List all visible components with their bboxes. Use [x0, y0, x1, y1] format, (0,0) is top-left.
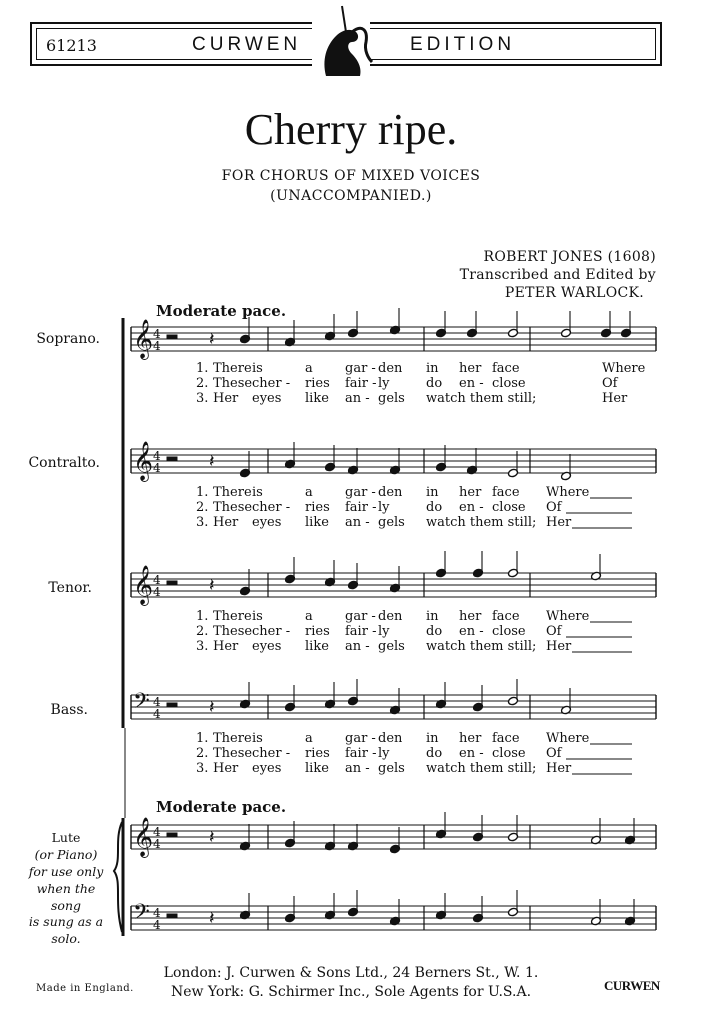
lyric-word: fair -	[345, 624, 377, 639]
time-sig-bottom: 4	[153, 461, 161, 475]
lyric-word: close	[492, 376, 526, 391]
voice-label-contralto: Contralto.	[28, 455, 100, 471]
lyric-word: These	[213, 624, 253, 639]
lyric-word: Where	[602, 361, 646, 376]
lyric-word: Where	[546, 485, 590, 500]
half-rest	[167, 703, 177, 707]
lyric-word: gar -	[345, 361, 376, 376]
lute-lower-clef: 𝄢	[133, 900, 150, 930]
time-sig-bottom: 4	[153, 707, 161, 721]
lyric-word: is	[252, 361, 263, 376]
footer-new-york: New York: G. Schirmer Inc., Sole Agents for U.S.A.	[170, 984, 532, 1000]
lute-label-line-3: for use only	[28, 863, 104, 879]
lyric-verse-number: 1.	[196, 361, 209, 376]
lyric-word: her	[459, 609, 482, 624]
lyric-word: an -	[345, 639, 370, 654]
editor-credit-line-1: Transcribed and Edited by	[459, 267, 656, 283]
lyric-word: face	[492, 609, 520, 624]
lyric-word: an -	[345, 515, 370, 530]
voice-label-soprano: Soprano.	[36, 331, 100, 347]
lyric-word: face	[492, 361, 520, 376]
lyric-word: There	[213, 609, 252, 624]
lyric-word: face	[492, 485, 520, 500]
lyric-word: in	[426, 609, 439, 624]
lyric-verse-number: 1.	[196, 485, 209, 500]
lyric-word: like	[305, 639, 329, 654]
tempo-marking: Moderate pace.	[156, 302, 287, 320]
lyric-word: is	[252, 485, 263, 500]
lyric-word: gels	[378, 515, 405, 530]
lyric-word: ries	[305, 376, 330, 391]
lyric-word: like	[305, 515, 329, 530]
lyric-word: cher -	[252, 376, 291, 391]
lyric-word: These	[213, 500, 253, 515]
lyric-word: is	[252, 609, 263, 624]
composer-credit: ROBERT JONES (1608)	[483, 249, 656, 265]
lyric-word: den	[378, 609, 403, 624]
lyric-word: like	[305, 391, 329, 406]
lyric-word: There	[213, 361, 252, 376]
lyric-word: ly	[378, 624, 390, 639]
lyric-word: cher -	[252, 624, 291, 639]
lyric-word: close	[492, 746, 526, 761]
lyric-word: eyes	[252, 639, 282, 654]
lyric-word: Her	[213, 515, 239, 530]
lute-label	[20, 830, 112, 948]
lyric-verse-number: 2.	[196, 500, 209, 515]
lyric-word: a	[305, 485, 313, 500]
lyric-word: gels	[378, 761, 405, 776]
lyric-word: an -	[345, 761, 370, 776]
lyric-word: den	[378, 485, 403, 500]
lyric-word: her	[459, 731, 482, 746]
lyric-word: ly	[378, 376, 390, 391]
half-rest	[167, 833, 177, 837]
made-in-england: Made in England.	[36, 983, 134, 994]
time-sig-top: 4	[153, 906, 161, 920]
lyric-word: in	[426, 731, 439, 746]
lyric-word: is	[252, 731, 263, 746]
lyric-word: do	[426, 624, 443, 639]
time-sig-top: 4	[153, 573, 161, 587]
lyric-word: en -	[459, 376, 484, 391]
quarter-rest: 𝄽	[209, 451, 215, 472]
lyric-word: Of	[602, 376, 618, 391]
quarter-rest: 𝄽	[209, 827, 215, 848]
lyric-word: These	[213, 746, 253, 761]
half-rest	[167, 914, 177, 918]
lyric-word: close	[492, 624, 526, 639]
lyric-word: her	[459, 485, 482, 500]
lyric-word: den	[378, 361, 403, 376]
lyric-word: do	[426, 746, 443, 761]
lute-label-line-2: (or Piano)	[34, 846, 98, 862]
lyric-word: in	[426, 485, 439, 500]
lyric-word: en -	[459, 746, 484, 761]
voice-label-tenor: Tenor.	[48, 580, 92, 596]
lyric-word: fair -	[345, 500, 377, 515]
tempo-marking-lute: Moderate pace.	[156, 798, 287, 816]
header-edition: EDITION	[410, 34, 516, 55]
quarter-rest: 𝄽	[209, 575, 215, 596]
lyric-word: watch them still;	[426, 639, 537, 654]
lyric-word: ries	[305, 746, 330, 761]
subtitle-line-1: FOR CHORUS OF MIXED VOICES	[221, 168, 481, 184]
lute-label-line-4: when the song	[36, 880, 96, 913]
lyric-word: gar -	[345, 609, 376, 624]
lyric-word: Where	[546, 731, 590, 746]
lyric-word: ly	[378, 746, 390, 761]
lyric-word: Of	[546, 746, 562, 761]
lyric-word: Where	[546, 609, 590, 624]
lyric-word: gels	[378, 639, 405, 654]
lyric-word: gar -	[345, 731, 376, 746]
lyric-word: Of	[546, 624, 562, 639]
lyric-word: en -	[459, 500, 484, 515]
quarter-rest: 𝄽	[209, 697, 215, 718]
lyric-word: her	[459, 361, 482, 376]
editor-credit-line-2: PETER WARLOCK.	[504, 285, 644, 301]
lyric-word: fair -	[345, 746, 377, 761]
lyric-word: like	[305, 761, 329, 776]
lyric-verse-number: 1.	[196, 609, 209, 624]
lute-label-line-5: is sung as a	[28, 914, 104, 930]
lyric-word: watch them still;	[426, 761, 537, 776]
time-sig-top: 4	[153, 327, 161, 341]
lute-label-line-6: solo.	[51, 931, 81, 947]
time-sig-bottom: 4	[153, 585, 161, 599]
lyric-word: These	[213, 376, 253, 391]
lyric-word: in	[426, 361, 439, 376]
lyric-word: There	[213, 485, 252, 500]
lyric-word: Her	[546, 639, 572, 654]
lyric-word: do	[426, 376, 443, 391]
lyric-word: a	[305, 609, 313, 624]
lyric-word: gels	[378, 391, 405, 406]
lyric-word: eyes	[252, 515, 282, 530]
lyric-word: Of	[546, 500, 562, 515]
lyric-word: eyes	[252, 761, 282, 776]
curwen-logo: CURWEN	[604, 978, 660, 993]
lyric-word: ly	[378, 500, 390, 515]
lyric-word: ries	[305, 624, 330, 639]
half-rest	[167, 581, 177, 585]
lute-brace	[114, 822, 122, 932]
page-title: Cherry ripe.	[244, 105, 458, 154]
subtitle-line-2: (UNACCOMPANIED.)	[270, 188, 432, 204]
lyric-word: an -	[345, 391, 370, 406]
quarter-rest: 𝄽	[209, 908, 215, 929]
quarter-rest: 𝄽	[209, 329, 215, 350]
lyric-word: Her	[546, 761, 572, 776]
lyric-verse-number: 2.	[196, 746, 209, 761]
lyric-word: watch them still;	[426, 515, 537, 530]
lyric-word: ries	[305, 500, 330, 515]
lyric-word: Her	[213, 639, 239, 654]
lyric-word: en -	[459, 624, 484, 639]
time-sig-bottom: 4	[153, 918, 161, 932]
lyric-word: Her	[213, 761, 239, 776]
lyric-word: do	[426, 500, 443, 515]
tenor-clef: 𝄞	[133, 565, 154, 605]
lyric-word: There	[213, 731, 252, 746]
publisher-number: 61213	[46, 36, 97, 55]
unicorn-emblem	[312, 6, 372, 76]
lyric-verse-number: 3.	[196, 639, 209, 654]
footer-london: London: J. Curwen & Sons Ltd., 24 Berners St., W. 1.	[163, 965, 539, 981]
lute-upper-clef: 𝄞	[133, 817, 154, 857]
contralto-clef: 𝄞	[133, 441, 154, 481]
lyric-word: a	[305, 361, 313, 376]
lyric-verse-number: 2.	[196, 376, 209, 391]
lyric-verse-number: 3.	[196, 391, 209, 406]
bass-clef: 𝄢	[133, 689, 150, 719]
lyric-verse-number: 3.	[196, 515, 209, 530]
lyric-word: Her	[546, 515, 572, 530]
lyric-verse-number: 1.	[196, 731, 209, 746]
lyric-word: cher -	[252, 500, 291, 515]
lyric-word: Her	[602, 391, 628, 406]
time-sig-top: 4	[153, 449, 161, 463]
lyric-word: den	[378, 731, 403, 746]
lyric-verse-number: 3.	[196, 761, 209, 776]
lyric-word: face	[492, 731, 520, 746]
soprano-clef: 𝄞	[133, 319, 154, 359]
half-rest	[167, 457, 177, 461]
time-sig-top: 4	[153, 825, 161, 839]
lyric-verse-number: 2.	[196, 624, 209, 639]
time-sig-bottom: 4	[153, 339, 161, 353]
time-sig-bottom: 4	[153, 837, 161, 851]
lyric-word: close	[492, 500, 526, 515]
lyric-word: a	[305, 731, 313, 746]
lute-label-line-1: Lute	[51, 830, 81, 845]
voice-label-bass: Bass.	[50, 702, 88, 718]
time-sig-top: 4	[153, 695, 161, 709]
lyric-word: fair -	[345, 376, 377, 391]
lyric-word: watch them still;	[426, 391, 537, 406]
half-rest	[167, 335, 177, 339]
lyric-word: cher -	[252, 746, 291, 761]
header-curwen: CURWEN	[192, 34, 302, 55]
lyric-word: eyes	[252, 391, 282, 406]
lyric-word: Her	[213, 391, 239, 406]
lyric-word: gar -	[345, 485, 376, 500]
